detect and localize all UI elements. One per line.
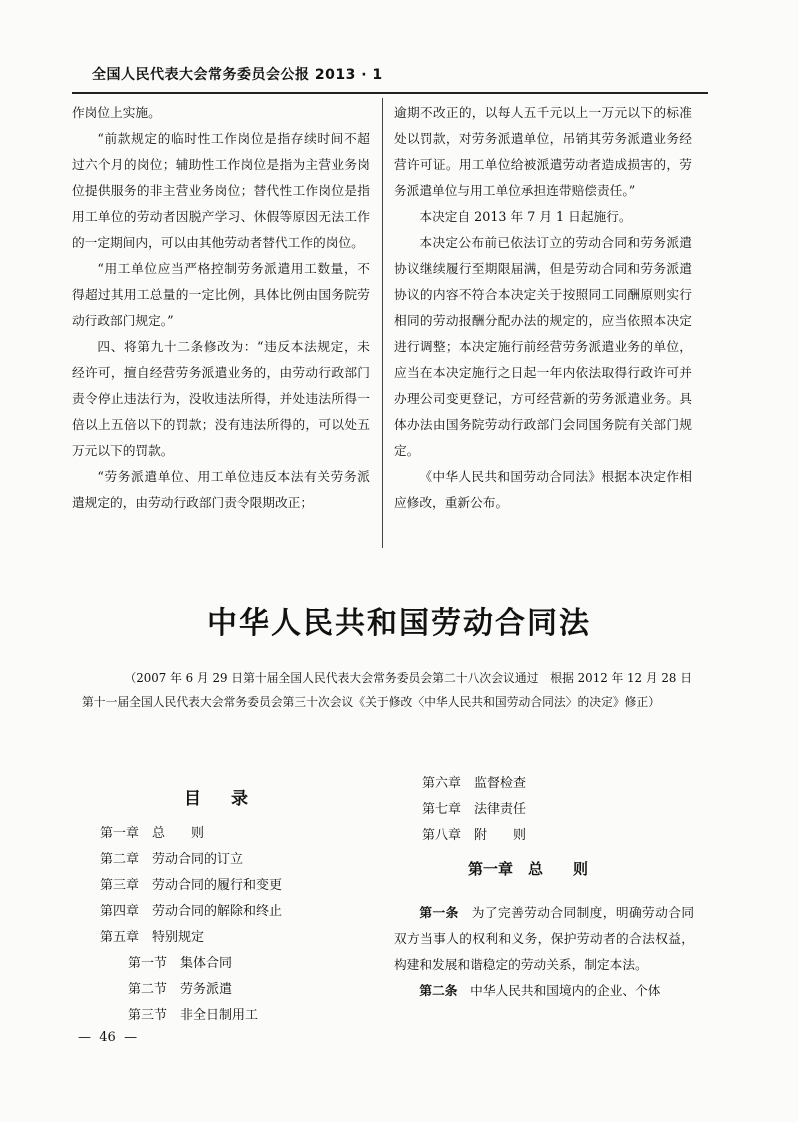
paragraph: 作岗位上实施。 bbox=[72, 105, 161, 120]
paragraph: 本决定公布前已依法订立的劳动合同和劳务派遣协议继续履行至期限届满，但是劳动合同和劳务派遣协议的内容不符合本决定关于按照同工同酬原则实行相同的劳动报酬分配办法的规定的，应当依照本决定进行调整；本决定施行前经营劳务派遣业务的单位，应当在本决定施行之日起一年内依法取得行政许可并办理公司变更登记，方可经营新的劳务派遣业务。具体办法由国务院劳动行政部门会同国务院有关部门规定。 bbox=[394, 235, 692, 458]
toc-subitem[interactable]: 第二节 劳务派遣 bbox=[128, 982, 233, 997]
paragraph: “劳务派遣单位、用工单位违反本法有关劳务派遣规定的，由劳动行政部门责令限期改正； bbox=[72, 469, 370, 510]
article-label: 第二条 bbox=[419, 983, 458, 998]
document-title: 中华人民共和国劳动合同法 bbox=[207, 606, 591, 641]
paragraph: 四、将第九十二条修改为：“违反本法规定，未经许可，擅自经营劳务派遣业务的，由劳动行政部门责令停止违法行为，没收违法所得，并处违法所得一倍以上五倍以下的罚款；没有违法所得的，可以处五万元以下的罚款。 bbox=[72, 339, 370, 458]
toc-item[interactable]: 第七章 法律责任 bbox=[422, 802, 527, 817]
toc-heading: 目录 bbox=[184, 789, 278, 809]
adoption-note: （2007 年 6 月 29 日第十届全国人民代表大会常务委员会第二十八次会议通过 根据 2012 年 12 月 28 日第十一届全国人民代表大会常务委员会第三十次会议《关于修改〈中华人民共和国劳动合同法〉的决定》修正） bbox=[82, 671, 692, 709]
paragraph: 《中华人民共和国劳动合同法》根据本决定作相应修改，重新公布。 bbox=[394, 469, 692, 510]
toc-item[interactable]: 第六章 监督检查 bbox=[422, 776, 527, 791]
column-divider bbox=[382, 98, 383, 548]
right-text-column bbox=[394, 100, 692, 516]
article bbox=[394, 978, 694, 1004]
toc-item[interactable]: 第四章 劳动合同的解除和终止 bbox=[100, 904, 283, 919]
chapter1-articles bbox=[394, 900, 694, 1004]
article-text: 为了完善劳动合同制度，明确劳动合同双方当事人的权利和义务，保护劳动者的合法权益，构建和发展和谐稳定的劳动关系，制定本法。 bbox=[394, 905, 695, 972]
paragraph: 逾期不改正的，以每人五千元以上一万元以下的标准处以罚款，对劳务派遣单位，吊销其劳务派遣业务经营许可证。用工单位给被派遣劳动者造成损害的，劳务派遣单位与用工单位承担连带赔偿责任。” bbox=[394, 105, 692, 198]
paragraph: 本决定自 2013 年 7 月 1 日起施行。 bbox=[419, 209, 632, 224]
left-text-column bbox=[72, 100, 370, 516]
paragraph: “前款规定的临时性工作岗位是指存续时间不超过六个月的岗位；辅助性工作岗位是指为主营业务岗位提供服务的非主营业务岗位；替代性工作岗位是指用工单位的劳动者因脱产学习、休假等原因无法工作的一定期间内，可以由其他劳动者替代工作的岗位。 bbox=[72, 131, 370, 250]
journal-header-title: 全国人民代表大会常务委员会公报 2013 · 1 bbox=[92, 67, 383, 83]
toc-subitem[interactable]: 第三节 非全日制用工 bbox=[128, 1008, 259, 1023]
chapter-heading: 第一章 总 则 bbox=[468, 860, 589, 878]
article-label: 第一条 bbox=[419, 905, 459, 920]
toc-item[interactable]: 第二章 劳动合同的订立 bbox=[100, 852, 244, 867]
article bbox=[394, 900, 694, 978]
toc-item[interactable]: 第八章 附 则 bbox=[422, 828, 527, 843]
toc-subitem[interactable]: 第一节 集体合同 bbox=[128, 956, 233, 971]
article-text: 中华人民共和国境内的企业、个体 bbox=[470, 983, 661, 998]
toc-item[interactable]: 第三章 劳动合同的履行和变更 bbox=[100, 878, 283, 893]
toc-item[interactable]: 第一章 总 则 bbox=[100, 826, 205, 841]
paragraph: “用工单位应当严格控制劳务派遣用工数量，不得超过其用工总量的一定比例，具体比例由国务院劳动行政部门规定。” bbox=[72, 261, 370, 328]
page-number: — 46 — bbox=[78, 1030, 138, 1045]
document-note bbox=[82, 666, 692, 714]
toc-item[interactable]: 第五章 特别规定 bbox=[100, 930, 205, 945]
header-rule bbox=[72, 92, 708, 94]
